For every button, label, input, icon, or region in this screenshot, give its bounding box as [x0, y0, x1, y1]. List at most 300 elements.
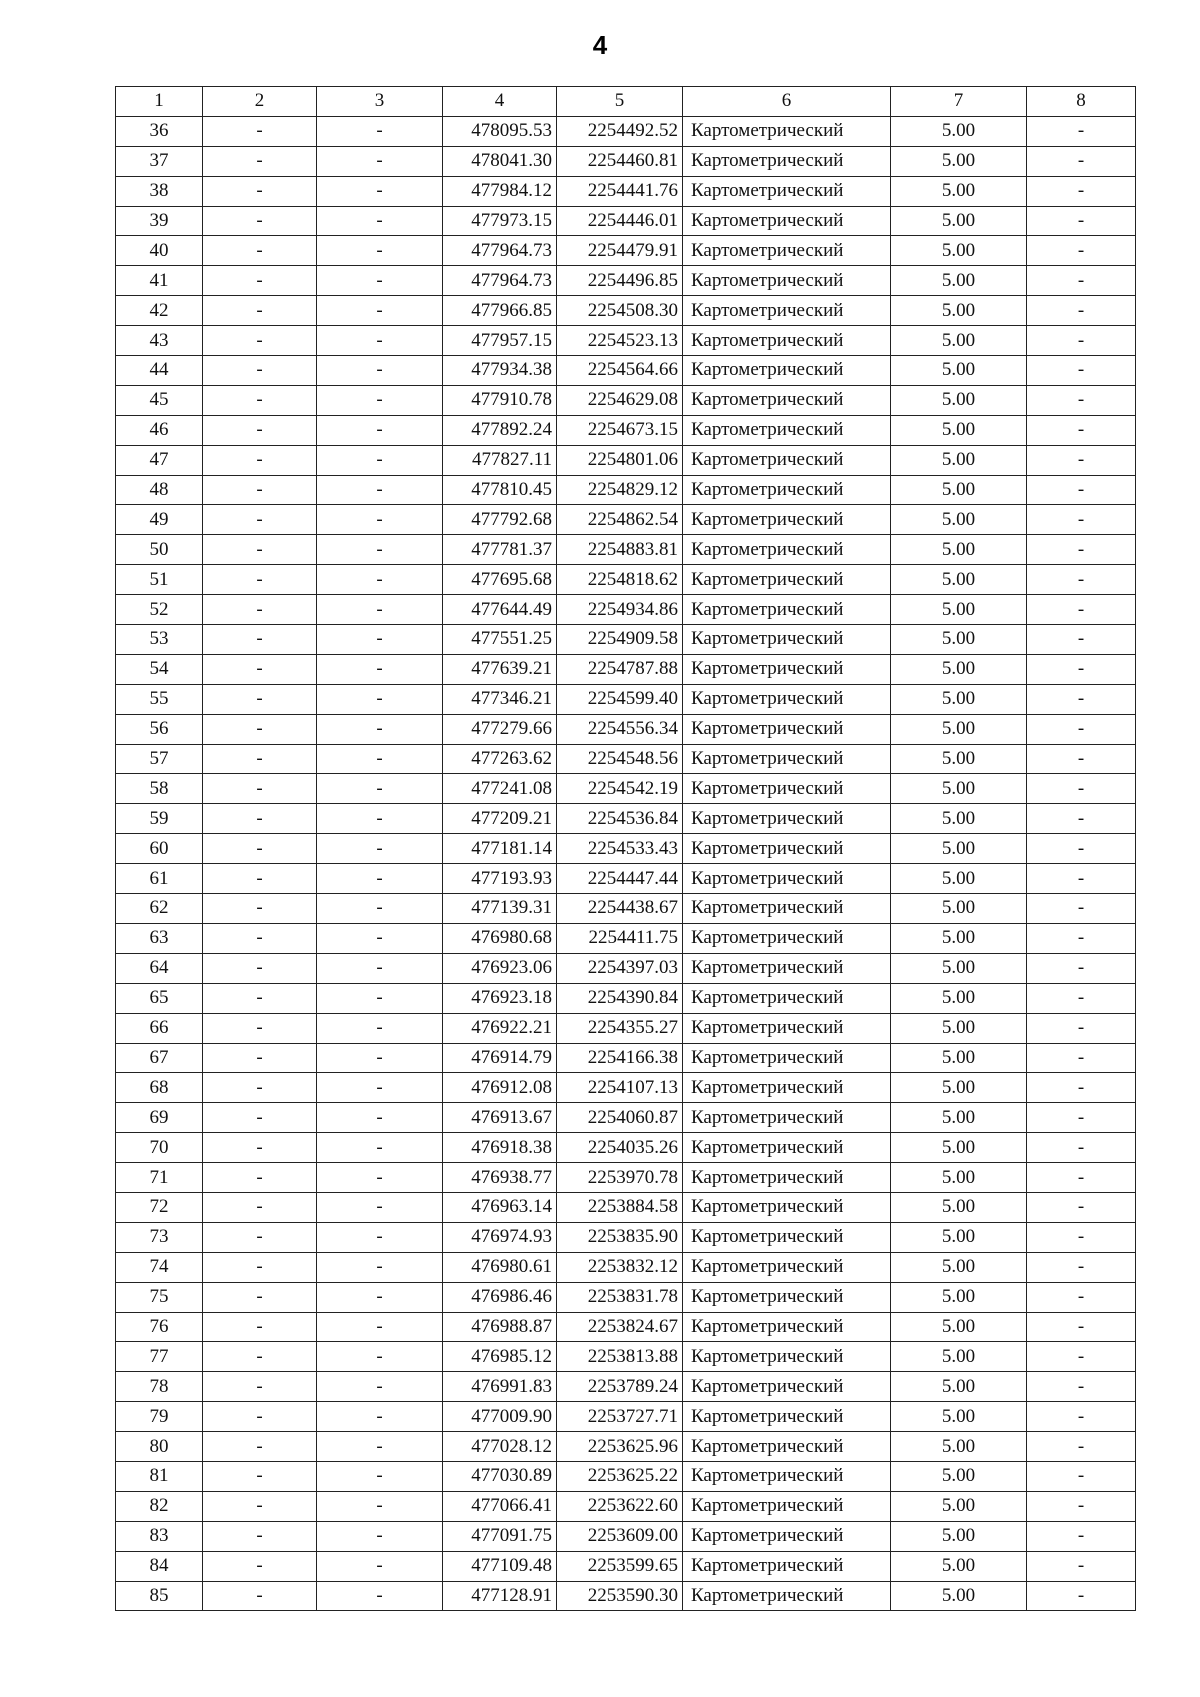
y-coordinate-cell: 2254536.84 [557, 804, 683, 834]
method-cell: Картометрический [683, 1222, 891, 1252]
point-number-cell: 75 [116, 1282, 203, 1312]
x-coordinate-cell: 477934.38 [443, 356, 557, 386]
table-row [116, 744, 1136, 774]
x-coordinate-cell: 477966.85 [443, 296, 557, 326]
y-coordinate-cell: 2253625.22 [557, 1461, 683, 1491]
col2-cell: - [203, 146, 317, 176]
point-number-cell: 56 [116, 714, 203, 744]
col2-cell: - [203, 595, 317, 625]
x-coordinate-cell: 476918.38 [443, 1133, 557, 1163]
accuracy-cell: 5.00 [891, 356, 1027, 386]
y-coordinate-cell: 2254862.54 [557, 505, 683, 535]
table-row [116, 1551, 1136, 1581]
col8-cell: - [1027, 1521, 1136, 1551]
col3-cell: - [317, 1013, 443, 1043]
col8-cell: - [1027, 684, 1136, 714]
col2-cell: - [203, 654, 317, 684]
method-cell: Картометрический [683, 1043, 891, 1073]
accuracy-cell: 5.00 [891, 385, 1027, 415]
accuracy-cell: 5.00 [891, 475, 1027, 505]
x-coordinate-cell: 476980.61 [443, 1252, 557, 1282]
col2-cell: - [203, 1581, 317, 1611]
col3-cell: - [317, 1073, 443, 1103]
method-cell: Картометрический [683, 894, 891, 924]
accuracy-cell: 5.00 [891, 296, 1027, 326]
table-row [116, 565, 1136, 595]
accuracy-cell: 5.00 [891, 1521, 1027, 1551]
method-cell: Картометрический [683, 206, 891, 236]
point-number-cell: 55 [116, 684, 203, 714]
method-cell: Картометрический [683, 1252, 891, 1282]
accuracy-cell: 5.00 [891, 1432, 1027, 1462]
method-cell: Картометрический [683, 176, 891, 206]
method-cell: Картометрический [683, 923, 891, 953]
accuracy-cell: 5.00 [891, 1372, 1027, 1402]
col3-cell: - [317, 1222, 443, 1252]
col8-cell: - [1027, 1073, 1136, 1103]
table-row [116, 864, 1136, 894]
accuracy-cell: 5.00 [891, 236, 1027, 266]
accuracy-cell: 5.00 [891, 1312, 1027, 1342]
col3-cell: - [317, 326, 443, 356]
col3-cell: - [317, 1163, 443, 1193]
method-cell: Картометрический [683, 146, 891, 176]
method-cell: Картометрический [683, 1432, 891, 1462]
x-coordinate-cell: 476922.21 [443, 1013, 557, 1043]
col2-cell: - [203, 565, 317, 595]
col3-cell: - [317, 176, 443, 206]
col3-cell: - [317, 894, 443, 924]
col3-cell: - [317, 535, 443, 565]
y-coordinate-cell: 2254492.52 [557, 116, 683, 146]
col2-cell: - [203, 535, 317, 565]
table-row [116, 415, 1136, 445]
point-number-cell: 39 [116, 206, 203, 236]
x-coordinate-cell: 477910.78 [443, 385, 557, 415]
col3-cell: - [317, 1521, 443, 1551]
point-number-cell: 52 [116, 595, 203, 625]
point-number-cell: 67 [116, 1043, 203, 1073]
y-coordinate-cell: 2254035.26 [557, 1133, 683, 1163]
x-coordinate-cell: 477964.73 [443, 236, 557, 266]
column-header-8: 8 [1027, 87, 1136, 117]
point-number-cell: 84 [116, 1551, 203, 1581]
col8-cell: - [1027, 714, 1136, 744]
col3-cell: - [317, 595, 443, 625]
y-coordinate-cell: 2254883.81 [557, 535, 683, 565]
table-row [116, 714, 1136, 744]
table-row [116, 625, 1136, 655]
col3-cell: - [317, 744, 443, 774]
point-number-cell: 50 [116, 535, 203, 565]
y-coordinate-cell: 2254542.19 [557, 774, 683, 804]
table-header-row [116, 87, 1136, 117]
method-cell: Картометрический [683, 834, 891, 864]
col8-cell: - [1027, 326, 1136, 356]
x-coordinate-cell: 476974.93 [443, 1222, 557, 1252]
col2-cell: - [203, 445, 317, 475]
point-number-cell: 85 [116, 1581, 203, 1611]
accuracy-cell: 5.00 [891, 1133, 1027, 1163]
col8-cell: - [1027, 1013, 1136, 1043]
col8-cell: - [1027, 774, 1136, 804]
table-row [116, 385, 1136, 415]
col3-cell: - [317, 864, 443, 894]
col3-cell: - [317, 1402, 443, 1432]
col8-cell: - [1027, 505, 1136, 535]
y-coordinate-cell: 2254564.66 [557, 356, 683, 386]
column-header-6: 6 [683, 87, 891, 117]
y-coordinate-cell: 2253831.78 [557, 1282, 683, 1312]
col3-cell: - [317, 266, 443, 296]
accuracy-cell: 5.00 [891, 1581, 1027, 1611]
col2-cell: - [203, 1491, 317, 1521]
col8-cell: - [1027, 206, 1136, 236]
col8-cell: - [1027, 1163, 1136, 1193]
col3-cell: - [317, 654, 443, 684]
method-cell: Картометрический [683, 296, 891, 326]
x-coordinate-cell: 476923.06 [443, 953, 557, 983]
point-number-cell: 77 [116, 1342, 203, 1372]
y-coordinate-cell: 2254556.34 [557, 714, 683, 744]
x-coordinate-cell: 477193.93 [443, 864, 557, 894]
x-coordinate-cell: 477892.24 [443, 415, 557, 445]
col2-cell: - [203, 1133, 317, 1163]
col3-cell: - [317, 983, 443, 1013]
col8-cell: - [1027, 236, 1136, 266]
table-row [116, 953, 1136, 983]
col3-cell: - [317, 445, 443, 475]
column-header-1: 1 [116, 87, 203, 117]
table-row [116, 1312, 1136, 1342]
table-row [116, 445, 1136, 475]
x-coordinate-cell: 476991.83 [443, 1372, 557, 1402]
table-row [116, 1252, 1136, 1282]
x-coordinate-cell: 476988.87 [443, 1312, 557, 1342]
accuracy-cell: 5.00 [891, 864, 1027, 894]
table-row [116, 206, 1136, 236]
accuracy-cell: 5.00 [891, 1103, 1027, 1133]
col8-cell: - [1027, 864, 1136, 894]
table-row [116, 923, 1136, 953]
accuracy-cell: 5.00 [891, 744, 1027, 774]
x-coordinate-cell: 477695.68 [443, 565, 557, 595]
x-coordinate-cell: 477810.45 [443, 475, 557, 505]
x-coordinate-cell: 477792.68 [443, 505, 557, 535]
table-row [116, 1163, 1136, 1193]
col2-cell: - [203, 385, 317, 415]
point-number-cell: 74 [116, 1252, 203, 1282]
method-cell: Картометрический [683, 535, 891, 565]
col2-cell: - [203, 176, 317, 206]
method-cell: Картометрический [683, 475, 891, 505]
point-number-cell: 70 [116, 1133, 203, 1163]
y-coordinate-cell: 2254496.85 [557, 266, 683, 296]
method-cell: Картометрический [683, 1461, 891, 1491]
col3-cell: - [317, 505, 443, 535]
point-number-cell: 61 [116, 864, 203, 894]
col3-cell: - [317, 296, 443, 326]
col2-cell: - [203, 983, 317, 1013]
table-row [116, 1402, 1136, 1432]
col3-cell: - [317, 415, 443, 445]
col3-cell: - [317, 625, 443, 655]
method-cell: Картометрический [683, 505, 891, 535]
col3-cell: - [317, 1372, 443, 1402]
method-cell: Картометрический [683, 864, 891, 894]
accuracy-cell: 5.00 [891, 894, 1027, 924]
accuracy-cell: 5.00 [891, 1163, 1027, 1193]
table-row [116, 356, 1136, 386]
y-coordinate-cell: 2253884.58 [557, 1192, 683, 1222]
method-cell: Картометрический [683, 1491, 891, 1521]
x-coordinate-cell: 476938.77 [443, 1163, 557, 1193]
x-coordinate-cell: 477241.08 [443, 774, 557, 804]
col2-cell: - [203, 894, 317, 924]
col2-cell: - [203, 1342, 317, 1372]
y-coordinate-cell: 2254355.27 [557, 1013, 683, 1043]
y-coordinate-cell: 2254390.84 [557, 983, 683, 1013]
col2-cell: - [203, 1551, 317, 1581]
accuracy-cell: 5.00 [891, 1282, 1027, 1312]
col2-cell: - [203, 774, 317, 804]
y-coordinate-cell: 2254629.08 [557, 385, 683, 415]
col2-cell: - [203, 1043, 317, 1073]
y-coordinate-cell: 2254787.88 [557, 654, 683, 684]
point-number-cell: 43 [116, 326, 203, 356]
y-coordinate-cell: 2254479.91 [557, 236, 683, 266]
y-coordinate-cell: 2254441.76 [557, 176, 683, 206]
accuracy-cell: 5.00 [891, 1402, 1027, 1432]
point-number-cell: 45 [116, 385, 203, 415]
col2-cell: - [203, 1163, 317, 1193]
accuracy-cell: 5.00 [891, 983, 1027, 1013]
x-coordinate-cell: 476963.14 [443, 1192, 557, 1222]
y-coordinate-cell: 2254411.75 [557, 923, 683, 953]
y-coordinate-cell: 2253727.71 [557, 1402, 683, 1432]
col3-cell: - [317, 1461, 443, 1491]
col8-cell: - [1027, 1282, 1136, 1312]
method-cell: Картометрический [683, 804, 891, 834]
table-row [116, 983, 1136, 1013]
col8-cell: - [1027, 146, 1136, 176]
accuracy-cell: 5.00 [891, 1551, 1027, 1581]
x-coordinate-cell: 477009.90 [443, 1402, 557, 1432]
y-coordinate-cell: 2254166.38 [557, 1043, 683, 1073]
accuracy-cell: 5.00 [891, 1342, 1027, 1372]
col2-cell: - [203, 505, 317, 535]
col3-cell: - [317, 1192, 443, 1222]
x-coordinate-cell: 476980.68 [443, 923, 557, 953]
col2-cell: - [203, 714, 317, 744]
col8-cell: - [1027, 894, 1136, 924]
method-cell: Картометрический [683, 625, 891, 655]
point-number-cell: 47 [116, 445, 203, 475]
table-row [116, 176, 1136, 206]
col8-cell: - [1027, 445, 1136, 475]
y-coordinate-cell: 2254548.56 [557, 744, 683, 774]
y-coordinate-cell: 2254934.86 [557, 595, 683, 625]
col2-cell: - [203, 116, 317, 146]
accuracy-cell: 5.00 [891, 206, 1027, 236]
point-number-cell: 48 [116, 475, 203, 505]
col3-cell: - [317, 804, 443, 834]
accuracy-cell: 5.00 [891, 1073, 1027, 1103]
accuracy-cell: 5.00 [891, 505, 1027, 535]
x-coordinate-cell: 476912.08 [443, 1073, 557, 1103]
col8-cell: - [1027, 1103, 1136, 1133]
y-coordinate-cell: 2253970.78 [557, 1163, 683, 1193]
y-coordinate-cell: 2253835.90 [557, 1222, 683, 1252]
col8-cell: - [1027, 1461, 1136, 1491]
table-row [116, 804, 1136, 834]
x-coordinate-cell: 477639.21 [443, 654, 557, 684]
x-coordinate-cell: 478041.30 [443, 146, 557, 176]
x-coordinate-cell: 477128.91 [443, 1581, 557, 1611]
col2-cell: - [203, 1282, 317, 1312]
point-number-cell: 79 [116, 1402, 203, 1432]
method-cell: Картометрический [683, 1402, 891, 1432]
table-row [116, 1432, 1136, 1462]
col2-cell: - [203, 625, 317, 655]
point-number-cell: 44 [116, 356, 203, 386]
method-cell: Картометрический [683, 1133, 891, 1163]
col8-cell: - [1027, 116, 1136, 146]
col8-cell: - [1027, 834, 1136, 864]
col8-cell: - [1027, 535, 1136, 565]
column-header-4: 4 [443, 87, 557, 117]
table-row [116, 296, 1136, 326]
col3-cell: - [317, 565, 443, 595]
method-cell: Картометрический [683, 1163, 891, 1193]
point-number-cell: 71 [116, 1163, 203, 1193]
accuracy-cell: 5.00 [891, 146, 1027, 176]
table-row [116, 505, 1136, 535]
y-coordinate-cell: 2254801.06 [557, 445, 683, 475]
col8-cell: - [1027, 1581, 1136, 1611]
col2-cell: - [203, 684, 317, 714]
col8-cell: - [1027, 1192, 1136, 1222]
table-row [116, 1342, 1136, 1372]
col2-cell: - [203, 206, 317, 236]
col3-cell: - [317, 1133, 443, 1163]
method-cell: Картометрический [683, 714, 891, 744]
x-coordinate-cell: 477644.49 [443, 595, 557, 625]
table-row [116, 654, 1136, 684]
col3-cell: - [317, 1282, 443, 1312]
accuracy-cell: 5.00 [891, 953, 1027, 983]
col8-cell: - [1027, 983, 1136, 1013]
x-coordinate-cell: 477028.12 [443, 1432, 557, 1462]
table-row [116, 1103, 1136, 1133]
table-row [116, 894, 1136, 924]
x-coordinate-cell: 477957.15 [443, 326, 557, 356]
table-row [116, 1461, 1136, 1491]
table-row [116, 1521, 1136, 1551]
x-coordinate-cell: 477139.31 [443, 894, 557, 924]
method-cell: Картометрический [683, 1342, 891, 1372]
col8-cell: - [1027, 744, 1136, 774]
method-cell: Картометрический [683, 1551, 891, 1581]
col2-cell: - [203, 1252, 317, 1282]
y-coordinate-cell: 2254523.13 [557, 326, 683, 356]
col2-cell: - [203, 475, 317, 505]
y-coordinate-cell: 2253813.88 [557, 1342, 683, 1372]
table-row [116, 1491, 1136, 1521]
y-coordinate-cell: 2253622.60 [557, 1491, 683, 1521]
y-coordinate-cell: 2254438.67 [557, 894, 683, 924]
x-coordinate-cell: 477964.73 [443, 266, 557, 296]
point-number-cell: 46 [116, 415, 203, 445]
y-coordinate-cell: 2254599.40 [557, 684, 683, 714]
x-coordinate-cell: 478095.53 [443, 116, 557, 146]
method-cell: Картометрический [683, 236, 891, 266]
point-number-cell: 37 [116, 146, 203, 176]
accuracy-cell: 5.00 [891, 1192, 1027, 1222]
table-row [116, 1581, 1136, 1611]
col3-cell: - [317, 475, 443, 505]
table-row [116, 1073, 1136, 1103]
accuracy-cell: 5.00 [891, 714, 1027, 744]
y-coordinate-cell: 2254460.81 [557, 146, 683, 176]
accuracy-cell: 5.00 [891, 625, 1027, 655]
col2-cell: - [203, 1103, 317, 1133]
col3-cell: - [317, 834, 443, 864]
col8-cell: - [1027, 654, 1136, 684]
x-coordinate-cell: 476913.67 [443, 1103, 557, 1133]
point-number-cell: 82 [116, 1491, 203, 1521]
table-row [116, 116, 1136, 146]
point-number-cell: 42 [116, 296, 203, 326]
accuracy-cell: 5.00 [891, 445, 1027, 475]
accuracy-cell: 5.00 [891, 1043, 1027, 1073]
point-number-cell: 59 [116, 804, 203, 834]
x-coordinate-cell: 477984.12 [443, 176, 557, 206]
x-coordinate-cell: 477091.75 [443, 1521, 557, 1551]
point-number-cell: 65 [116, 983, 203, 1013]
accuracy-cell: 5.00 [891, 116, 1027, 146]
table-row [116, 1192, 1136, 1222]
col3-cell: - [317, 146, 443, 176]
x-coordinate-cell: 477263.62 [443, 744, 557, 774]
method-cell: Картометрический [683, 684, 891, 714]
x-coordinate-cell: 477827.11 [443, 445, 557, 475]
column-header-2: 2 [203, 87, 317, 117]
method-cell: Картометрический [683, 326, 891, 356]
method-cell: Картометрический [683, 1013, 891, 1043]
col3-cell: - [317, 684, 443, 714]
y-coordinate-cell: 2253590.30 [557, 1581, 683, 1611]
method-cell: Картометрический [683, 445, 891, 475]
method-cell: Картометрический [683, 654, 891, 684]
accuracy-cell: 5.00 [891, 565, 1027, 595]
col8-cell: - [1027, 385, 1136, 415]
point-number-cell: 76 [116, 1312, 203, 1342]
col8-cell: - [1027, 1312, 1136, 1342]
col2-cell: - [203, 1402, 317, 1432]
y-coordinate-cell: 2254446.01 [557, 206, 683, 236]
x-coordinate-cell: 477209.21 [443, 804, 557, 834]
accuracy-cell: 5.00 [891, 804, 1027, 834]
col3-cell: - [317, 385, 443, 415]
x-coordinate-cell: 477781.37 [443, 535, 557, 565]
method-cell: Картометрический [683, 1521, 891, 1551]
point-number-cell: 80 [116, 1432, 203, 1462]
col2-cell: - [203, 744, 317, 774]
method-cell: Картометрический [683, 1312, 891, 1342]
point-number-cell: 51 [116, 565, 203, 595]
col8-cell: - [1027, 266, 1136, 296]
